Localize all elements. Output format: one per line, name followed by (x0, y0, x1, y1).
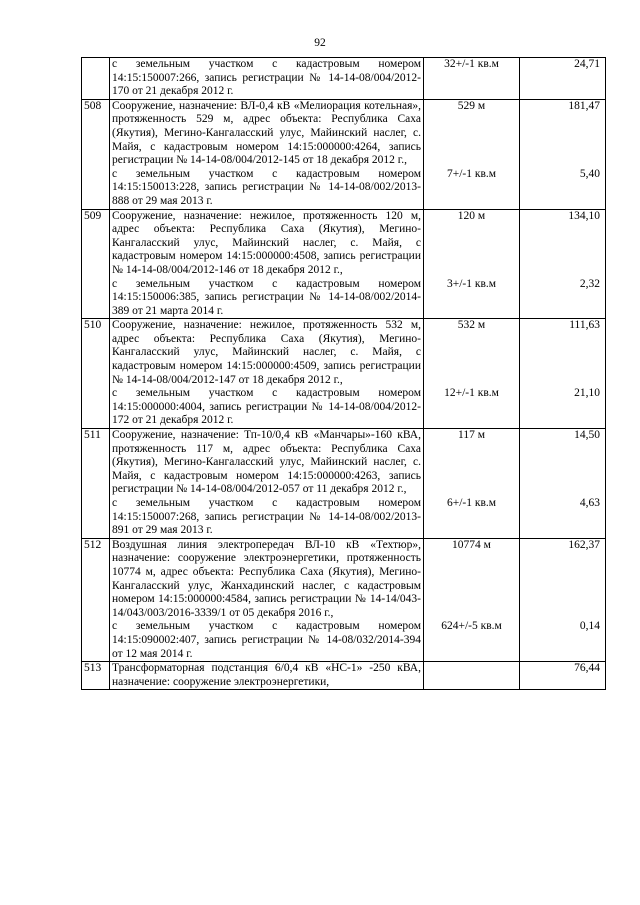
object-size (424, 99, 520, 209)
spacer (426, 443, 517, 497)
object-size (424, 429, 520, 539)
land-plot-text: с земельным участком с кадастровым номером 14:15:000000:4004, запись регистрации № 14-14-08/004/2012-172 от 21 декабря 2012 г. (112, 387, 421, 427)
object-value (520, 58, 606, 100)
cost-value: 5,40 (579, 167, 600, 180)
object-value (520, 429, 606, 539)
object-value (520, 319, 606, 429)
object-value (520, 209, 606, 319)
table-row (82, 209, 606, 319)
cost-value: 14,50 (574, 429, 600, 442)
size-value: 12+/-1 кв.м (444, 387, 499, 400)
land-plot-text: с земельным участком с кадастровым номером 14:15:150013:228, запись регистрации № 14-14-08/002/2013-888 от 29 мая 2013 г. (112, 167, 421, 207)
table-row (82, 319, 606, 429)
object-description (110, 209, 424, 319)
spacer (426, 113, 517, 167)
object-text: Сооружение, назначение: нежилое, протяженность 532 м, адрес объекта: Республика Саха (Якутия), Мегино-Кангаласский улус, Майинский наслег, с. Майя, с кадастровым номером 14:15:000000:4509, запись регистрации № 14-14-08/004/2012-147 от 18 декабря 2012 г., (112, 319, 421, 386)
table-row (82, 429, 606, 539)
object-description (110, 58, 424, 100)
cost-value: 2,32 (579, 277, 600, 290)
spacer (426, 223, 517, 277)
cost-value: 0,14 (579, 620, 600, 633)
object-description (110, 319, 424, 429)
size-value: 32+/-1 кв.м (444, 58, 499, 70)
object-size (424, 662, 520, 690)
row-number: 511 (82, 429, 110, 539)
object-description (110, 429, 424, 539)
object-value (520, 99, 606, 209)
page-number: 92 (314, 37, 326, 49)
spacer (522, 443, 603, 497)
size-value: 624+/-5 кв.м (441, 620, 502, 633)
object-text: Сооружение, назначение: нежилое, протяженность 120 м, адрес объекта: Республика Саха (Якутия), Мегино-Кангаласский улус, Майинский наслег, с. Майя, с кадастровым номером 14:15:000000:4508, запись регистрации № 14-14-08/004/2012-146 от 18 декабря 2012 г., (112, 209, 421, 276)
cost-value: 111,63 (569, 319, 600, 332)
object-description (110, 662, 424, 690)
object-value (520, 662, 606, 690)
land-plot-text: с земельным участком с кадастровым номером 14:15:150007:268, запись регистрации № 14-14-08/002/2013-891 от 29 мая 2013 г. (112, 497, 421, 537)
cost-value: 4,63 (579, 497, 600, 509)
table-row (82, 538, 606, 661)
spacer (522, 333, 603, 387)
cost-value: 24,71 (574, 58, 600, 70)
table-row (82, 99, 606, 209)
land-plot-text: с земельным участком с кадастровым номером 14:15:150006:385, запись регистрации № 14-14-08/002/2014-389 от 21 марта 2014 г. (112, 277, 421, 317)
cost-value: 162,37 (568, 538, 600, 551)
object-size (424, 209, 520, 319)
land-plot-text: с земельным участком с кадастровым номером 14:15:090002:407, запись регистрации № 14-08/032/2014-394 от 12 мая 2014 г. (112, 620, 421, 660)
row-number: 508 (82, 99, 110, 209)
size-value: 6+/-1 кв.м (446, 497, 497, 509)
object-text: Трансформаторная подстанция 6/0,4 кВ «НС-1» -250 кВА, назначение: сооружение электроэнергетики, (112, 662, 421, 688)
object-size (424, 538, 520, 661)
row-number: 512 (82, 538, 110, 661)
cost-value: 134,10 (568, 209, 600, 222)
spacer (522, 552, 603, 620)
spacer (426, 552, 517, 620)
row-number: 509 (82, 209, 110, 319)
object-text: Сооружение, назначение: Тп-10/0,4 кВ «Манчары»-160 кВА, протяженность 117 м, адрес объекта: Республика Саха (Якутия), Мегино-Кангаласский улус, Майинский наслег, с. Майя, с кадастровым номером 14:15:000000:4263, запись регистрации № 14-14-08/004/2012-057 от 11 декабря 2012 г., (112, 429, 421, 496)
object-size (424, 58, 520, 100)
cost-value: 181,47 (568, 99, 600, 112)
property-register-table (81, 57, 606, 690)
row-number (82, 58, 110, 100)
size-value: 10774 м (452, 538, 491, 551)
size-value: 532 м (457, 319, 486, 332)
object-size (424, 319, 520, 429)
object-text: с земельным участком с кадастровым номером 14:15:150007:266, запись регистрации № 14-14-08/004/2012-170 от 21 декабря 2012 г. (112, 58, 421, 98)
size-value: 7+/-1 кв.м (446, 167, 497, 180)
object-value (520, 538, 606, 661)
spacer (426, 333, 517, 387)
cost-value: 76,44 (574, 662, 600, 675)
spacer (522, 113, 603, 167)
size-value: 120 м (457, 209, 486, 222)
table-row (82, 662, 606, 690)
row-number: 513 (82, 662, 110, 690)
object-description (110, 538, 424, 661)
size-value: 3+/-1 кв.м (446, 277, 497, 290)
table-row (82, 58, 606, 100)
spacer (522, 223, 603, 277)
size-value: 529 м (457, 99, 486, 112)
object-description (110, 99, 424, 209)
row-number: 510 (82, 319, 110, 429)
size-value: 117 м (458, 429, 485, 442)
object-text: Воздушная линия электропередач ВЛ-10 кВ «Техтюр», назначение: сооружение электроэнергетики, протяженность 10774 м, адрес объекта: Республика Саха (Якутия), Мегино-Кангаласский улус, Жанхадинский наслег, с кадастровым номером 14:15:000000:4584, запись регистрации № 14-14/043-14/043/003/2016-3339/1 от 05 декабря 2016 г., (112, 538, 421, 619)
cost-value: 21,10 (574, 387, 600, 400)
object-text: Сооружение, назначение: ВЛ-0,4 кВ «Мелиорация котельная», протяженность 529 м, адрес объекта: Республика Саха (Якутия), Мегино-Кангаласский улус, Майинский наслег, с. Майя, с кадастровым номером 14:15:000000:4264, запись регистрации № 14-14-08/004/2012-145 от 18 декабря 2012 г., (112, 99, 421, 167)
